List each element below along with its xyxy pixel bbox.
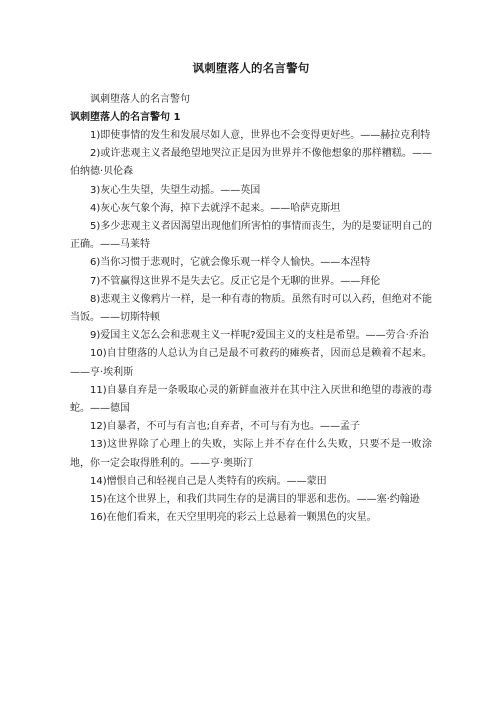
section-heading: 讽刺堕落人的名言警句 1: [70, 112, 181, 123]
quote-item: 1)即使事情的发生和发展尽如人意，世界也不会变得更好些。——赫拉克利特: [90, 130, 431, 141]
document-subtitle: 讽刺堕落人的名言警句: [90, 94, 190, 105]
quote-item: 3)灰心生失望，失望生动摇。——英国: [90, 184, 261, 196]
quote-item: 15)在这个世界上，和我们共同生存的是满目的罪恶和悲伤。——塞·约翰逊: [90, 494, 420, 506]
quote-item: 7)不管赢得这世界不是失去它。反正它是个无聊的世界。——拜伦: [90, 275, 381, 287]
quote-item: 4)灰心灰气象个海，掉下去就浮不起来。——哈萨克斯坦: [90, 202, 341, 214]
quote-item: 8)悲观主义像鸦片一样，是一种有毒的物质。虽然有时可以入药，但绝对不能当饭。——切斯特顿: [70, 293, 432, 324]
quote-item: 5)多少悲观主义者因渴望出现他们所害怕的事情而丧生，为的是要证明自己的正确。——马莱特: [70, 221, 432, 251]
quote-item: 12)自暴者，不可与有言也;自弃者，不可与有为也。——孟子: [90, 421, 360, 433]
quote-item: 6)当你习惯于悲观时，它就会像乐观一样令人愉快。——本涅特: [90, 257, 371, 269]
quote-list: [70, 127, 432, 527]
quote-item: 14)憎恨自己和轻视自己是人类特有的疾病。——蒙田: [90, 475, 327, 487]
quote-item: 10)自甘堕落的人总认为自己是最不可救药的瘫痪者，因而总是赖着不起来。——亨·埃利斯: [70, 348, 432, 378]
quote-item: 13)这世界除了心理上的失败，实际上并不存在什么失败，只要不是一败涂地，你一定会取得胜利的。——亨·奥斯汀: [70, 439, 432, 469]
quote-item: 9)爱国主义怎么会和悲观主义一样呢?爱国主义的支柱是希望。——劳合·乔治: [90, 330, 429, 342]
quote-item: 16)在他们看来，在天空里明亮的彩云上总悬着一颗黑色的灾星。: [90, 512, 377, 524]
quote-item: 11)自暴自弃是一条吸取心灵的新鲜血液并在其中注入厌世和绝望的毒液的毒蛇。——德国: [70, 384, 432, 415]
quote-item: 2)或许悲观主义者最绝望地哭泣正是因为世界并不像他想象的那样糟糕。——伯纳德·贝伦森: [70, 148, 432, 178]
document-title: 讽刺堕落人的名言警句: [192, 61, 310, 75]
